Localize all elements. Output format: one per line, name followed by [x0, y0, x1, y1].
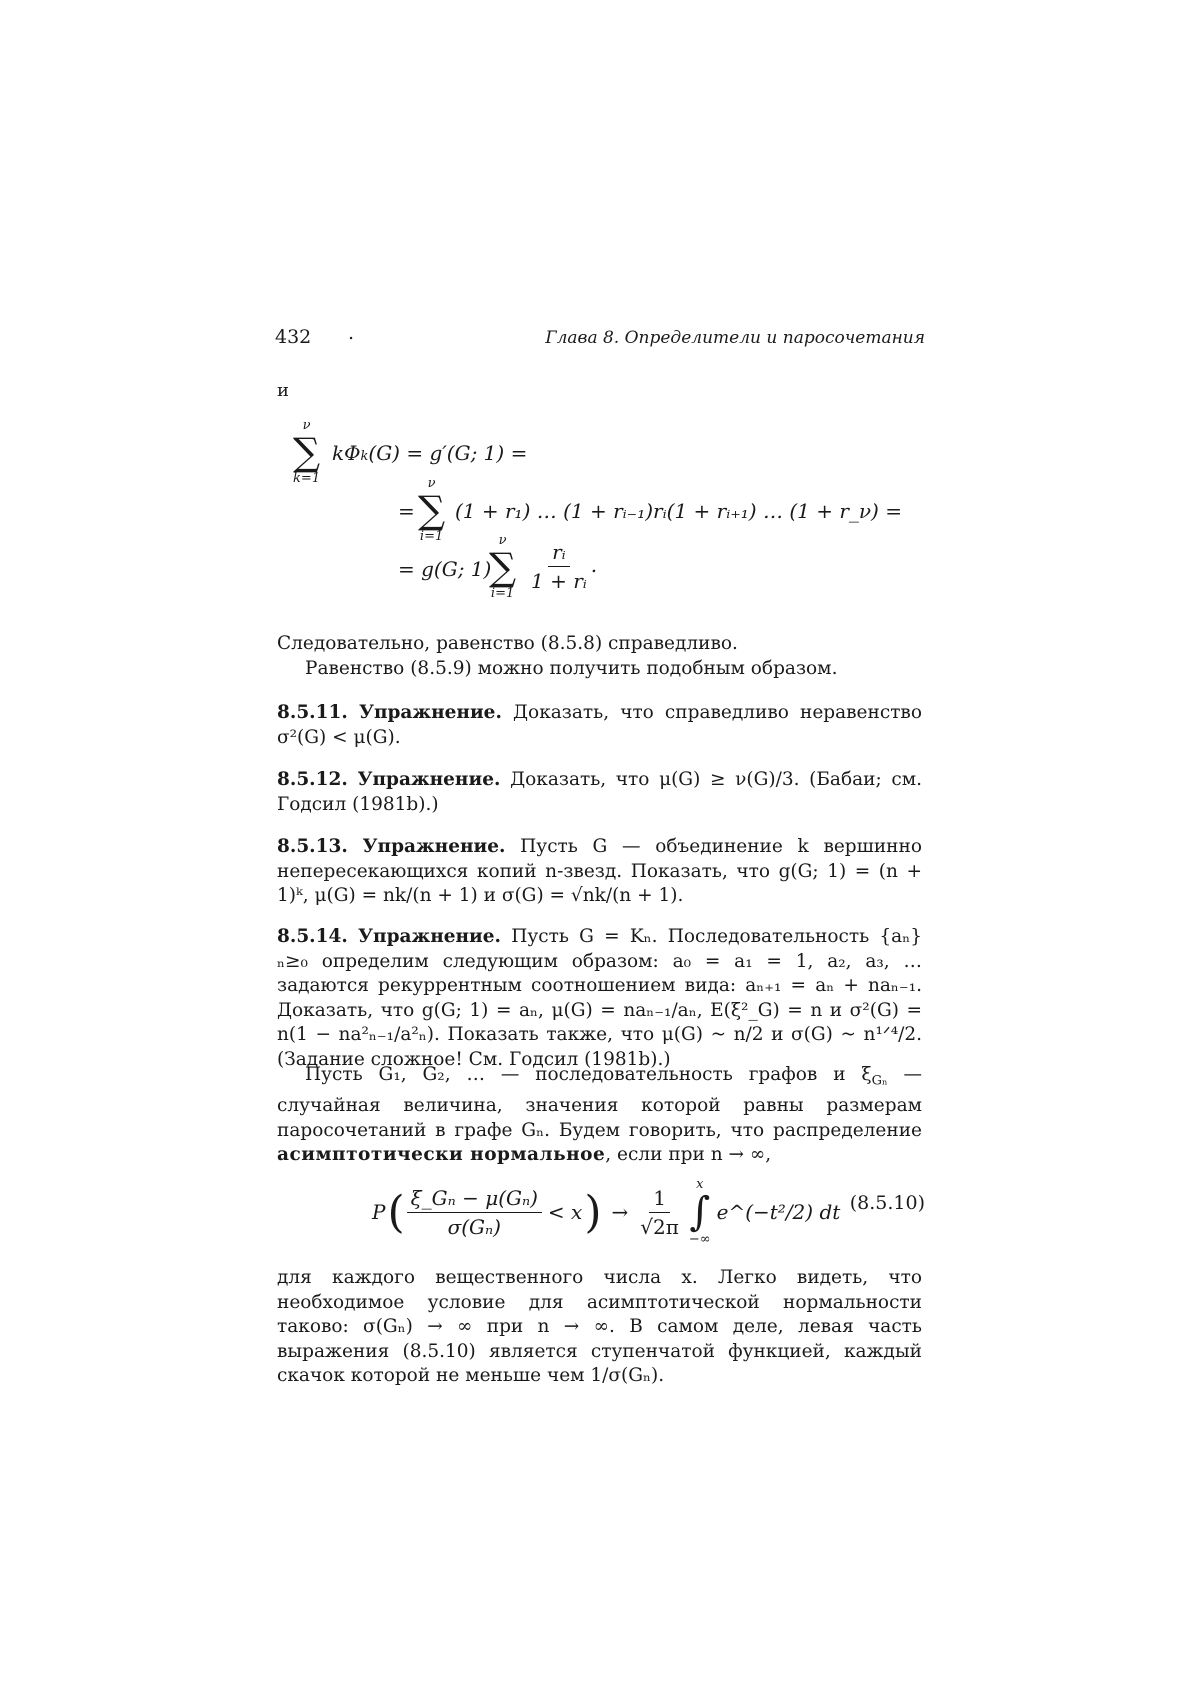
paragraph-conclusion: Следовательно, равенство (8.5.8) справедливо. Равенство (8.5.9) можно получить подобным образом.: [277, 633, 838, 679]
running-title: Глава 8. Определители и паросочетания: [545, 328, 925, 348]
derivation-line-2-eq: =: [398, 499, 415, 523]
exercise-8-5-13: 8.5.13. Упражнение. Пусть G — объединение k вершинно непересекающихся копий n-звезд. Показать, что g(G; 1) = (n + 1)ᵏ, μ(G) = nk/(n + 1) и σ(G) = √nk/(n + 1).: [277, 836, 922, 906]
derivation-line-2: (1 + r₁) … (1 + rᵢ₋₁)rᵢ(1 + rᵢ₊₁) … (1 + r_ν) =: [455, 499, 902, 523]
derivation-line-3: = g(G; 1): [398, 557, 492, 581]
sum-symbol-1: ν ∑ k=1: [293, 418, 321, 486]
paragraph-sequence: Пусть G₁, G₂, … — последовательность графов и $\xi_{G_n}$ — случайная величина, значения которой равны размерам паросочетаний в графе Gₙ. Будем говорить, что распределение асимптотически нормальное, если при n → ∞,: [277, 1064, 922, 1166]
exercise-8-5-11: 8.5.11. Упражнение. Доказать, что справедливо неравенство σ²(G) < μ(G).: [277, 702, 922, 748]
intro-word: и: [277, 380, 289, 401]
derivation-line-1: kΦk(G) = g′(G; 1) =: [332, 441, 528, 465]
page-number: 432: [275, 326, 312, 348]
sum-symbol-3: ν ∑ i=1: [489, 533, 517, 601]
paragraph-final: для каждого вещественного числа x. Легко видеть, что необходимое условие для асимптотической нормальности таково: σ(Gₙ) → ∞ при n → ∞. В самом деле, левая часть выражения (8.5.10) является ступенчатой функцией, каждый скачок которой не меньше чем 1/σ(Gₙ).: [277, 1267, 922, 1386]
exercise-8-5-12: 8.5.12. Упражнение. Доказать, что μ(G) ≥ ν(G)/3. (Бабаи; см. Годсил (1981b).): [277, 769, 922, 815]
exercise-8-5-14: 8.5.14. Упражнение. Пусть G = Kₙ. Последовательность {aₙ}ₙ≥₀ определим следующим образом: a₀ = a₁ = 1, a₂, a₃, … задаются рекуррентным соотношением вида: aₙ₊₁ = aₙ + naₙ₋₁. Доказать, что g(G; 1) = aₙ, μ(G) = naₙ₋₁/aₙ, E(ξ²_G) = n и σ²(G) = n(1 − na²ₙ₋₁/a²ₙ). Показать также, что μ(G) ~ n/2 и σ(G) ~ n¹ᐟ⁴/2. (Задание сложное! См. Годсил (1981b).): [277, 926, 922, 1070]
sum-symbol-2: ν ∑ i=1: [418, 476, 446, 544]
equation-tag: (8.5.10): [849, 1192, 925, 1214]
formula-8-5-10: P ( $\frac{\text{ξ\_Gₙ − μ(Gₙ)}}{\text{σ(Gₙ)}}$ < x ) → $\frac{1}{√2\pi}$ x ∫ −∞ e^(−t²/2) dt: [372, 1177, 841, 1247]
header-dot: .: [348, 322, 355, 344]
derivation-fraction: $\frac{\text{rᵢ}}{\text{1 + rᵢ}}$ .: [531, 540, 598, 593]
